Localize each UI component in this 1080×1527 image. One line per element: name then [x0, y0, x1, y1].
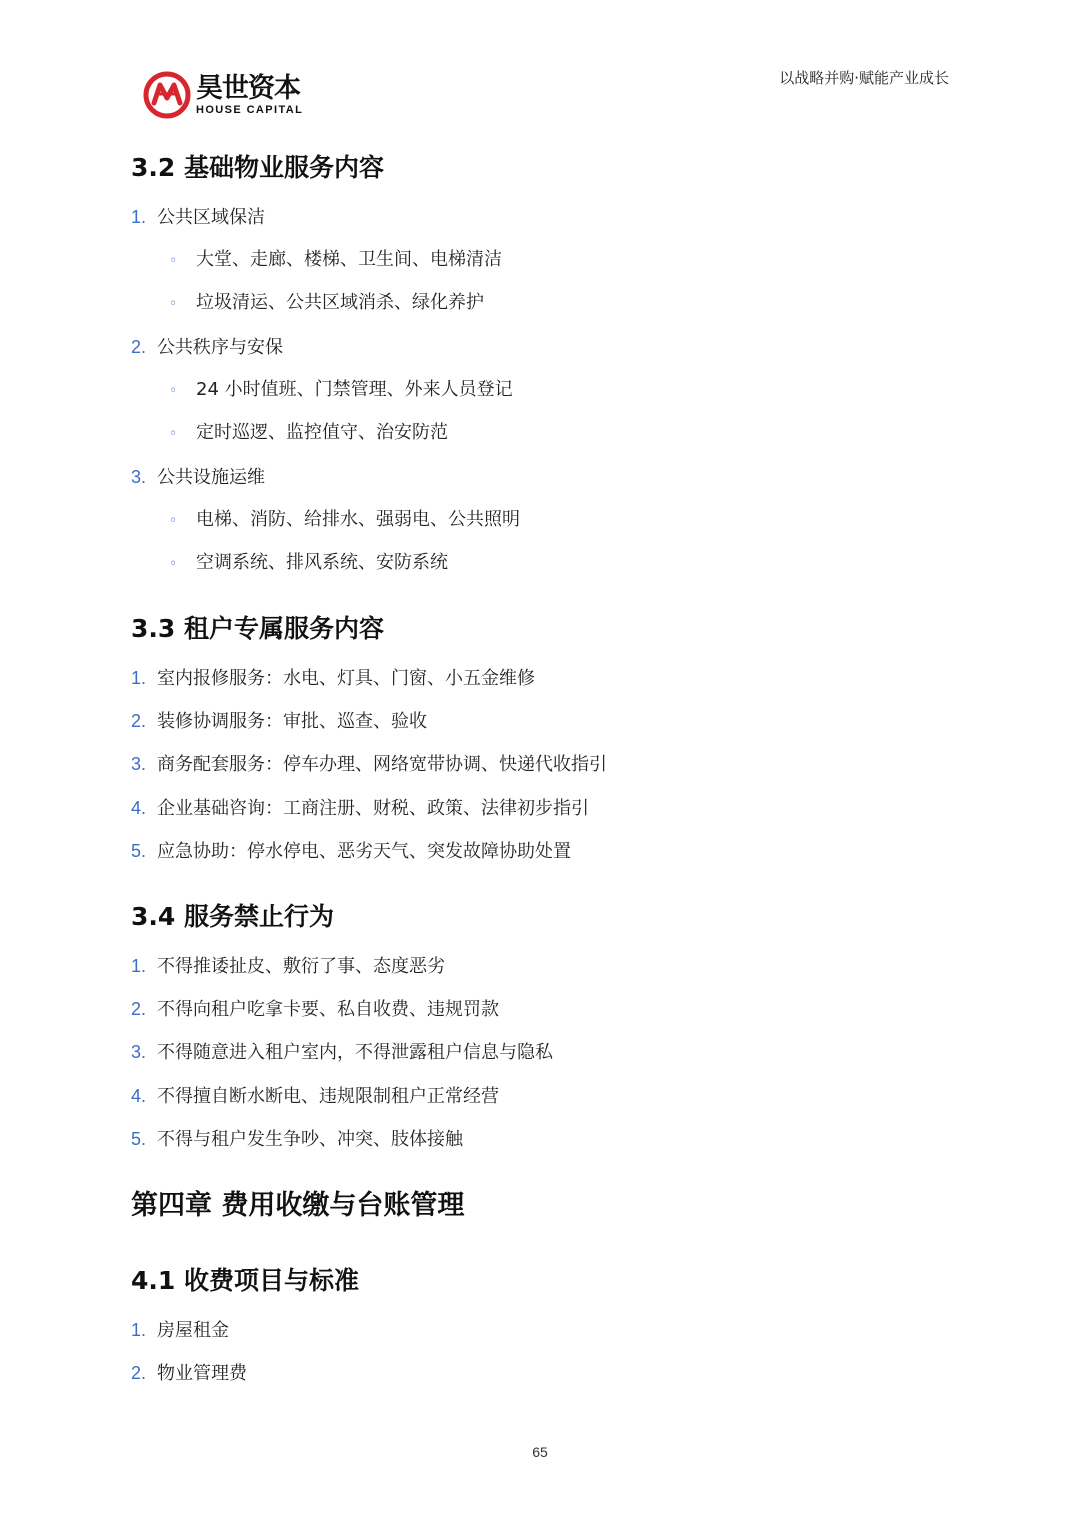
list-item: 1. 不得推诿扯皮、敷衍了事、态度恶劣	[131, 956, 445, 977]
sub-list-item: ◦ 电梯、消防、给排水、强弱电、公共照明	[169, 507, 520, 534]
section-title: 3.2 基础物业服务内容	[131, 153, 384, 182]
list-item: 3. 公共设施运维	[131, 467, 265, 488]
section-title: 3.3 租户专属服务内容	[131, 614, 384, 643]
sub-list-item: ◦ 垃圾清运、公共区域消杀、绿化养护	[169, 290, 484, 317]
list-item: 3. 不得随意进入租户室内，不得泄露租户信息与隐私	[131, 1042, 553, 1063]
page-number: 65	[532, 1444, 548, 1460]
company-logo	[142, 70, 303, 120]
circle-bullet-icon: ◦	[169, 513, 178, 529]
sub-list-item: ◦ 空调系统、排风系统、安防系统	[169, 550, 448, 577]
list-item: 2. 不得向租户吃拿卡要、私自收费、违规罚款	[131, 999, 499, 1020]
page-header	[0, 0, 1080, 130]
list-item: 2. 物业管理费	[131, 1363, 247, 1384]
circle-bullet-icon: ◦	[169, 556, 178, 572]
header-tagline: 以战略并购·赋能产业成长	[779, 69, 949, 87]
section-title: 3.4 服务禁止行为	[131, 902, 334, 931]
list-item: 4. 企业基础咨询：工商注册、财税、政策、法律初步指引	[131, 798, 589, 819]
section-3-3	[131, 612, 951, 646]
circle-bullet-icon: ◦	[169, 253, 178, 269]
list-item: 1. 公共区域保洁	[131, 207, 265, 228]
sub-list-item: ◦ 大堂、走廊、楼梯、卫生间、电梯清洁	[169, 247, 502, 274]
circle-bullet-icon: ◦	[169, 296, 178, 312]
logo-chinese-name: 昊世资本	[196, 72, 300, 104]
logo-english-name: HOUSE CAPITAL	[196, 103, 304, 116]
list-item: 4. 不得擅自断水断电、违规限制租户正常经营	[131, 1086, 499, 1107]
list-item: 5. 不得与租户发生争吵、冲突、肢体接触	[131, 1129, 463, 1150]
circle-bullet-icon: ◦	[169, 383, 178, 399]
sub-list-item: ◦ 定时巡逻、监控值守、治安防范	[169, 420, 448, 447]
list-item: 5. 应急协助：停水停电、恶劣天气、突发故障协助处置	[131, 841, 571, 862]
chapter-title: 第四章 费用收缴与台账管理	[131, 1190, 465, 1221]
list-item: 3. 商务配套服务：停车办理、网络宽带协调、快递代收指引	[131, 754, 607, 775]
list-item: 2. 装修协调服务：审批、巡查、验收	[131, 711, 427, 732]
section-3-2	[131, 151, 951, 185]
section-4-1	[131, 1264, 951, 1298]
chapter-4	[131, 1188, 951, 1224]
section-3-4	[131, 900, 951, 934]
sub-list-item: ◦ 24 小时值班、门禁管理、外来人员登记	[169, 377, 513, 404]
house-capital-logo-icon	[142, 70, 192, 120]
list-item: 1. 室内报修服务：水电、灯具、门窗、小五金维修	[131, 668, 535, 689]
circle-bullet-icon: ◦	[169, 426, 178, 442]
list-item: 1. 房屋租金	[131, 1320, 229, 1341]
section-title: 4.1 收费项目与标准	[131, 1266, 359, 1295]
list-item: 2. 公共秩序与安保	[131, 337, 283, 358]
